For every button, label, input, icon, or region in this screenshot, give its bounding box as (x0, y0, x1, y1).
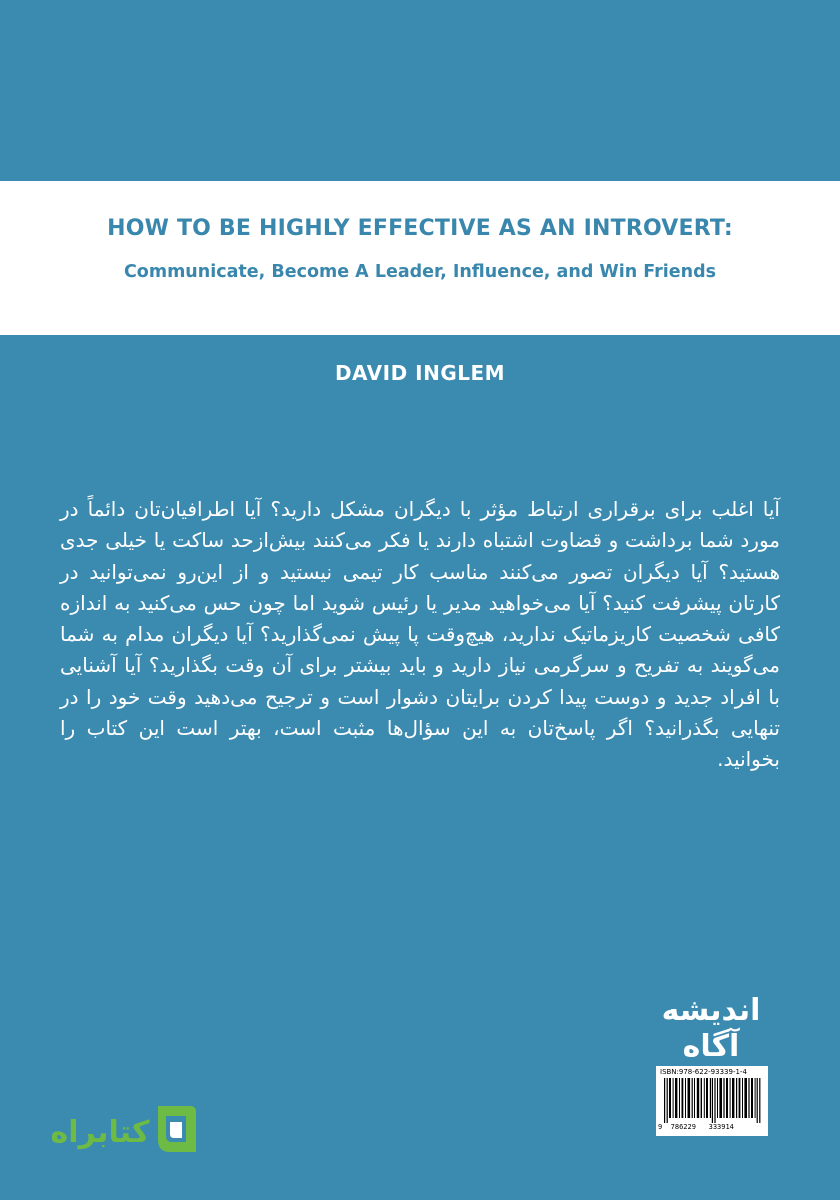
back-cover-blurb: آیا اغلب برای برقراری ارتباط مؤثر با دیگران مشکل دارید؟ آیا اطرافیان‌تان دائماً در مورد شما برداشت و قضاوت اشتباه دارند یا فکر می‌کنند بیش‌ازحد ساکت یا خیلی جدی هستید؟ آیا دیگران تصور می‌کنند مناسب کار تیمی نیستید و از این‌رو نمی‌توانید در کارتان پیشرفت کنید؟ آیا می‌خواهید مدیر یا رئیس شوید اما چون حس می‌کنید به اندازه کافی شخصیت کاریزماتیک ندارید، هیچ‌وقت پا پیش نمی‌گذارید؟ آیا دیگران مدام به شما می‌گویند به تفریح و سرگرمی نیاز دارید و باید بیشتر برای آن وقت بگذارید؟ آیا آشنایی با افراد جدید و دوست پیدا کردن برایتان دشوار است و ترجیح می‌دهید وقت خود را در تنهایی بگذرانید؟ اگر پاسخ‌تان به این سؤال‌ها مثبت است، بهتر است این کتاب را بخوانید. (60, 497, 780, 772)
ketabrah-book-icon (158, 1106, 196, 1152)
barcode-digits-right: 333914 (708, 1123, 734, 1131)
ketabrah-logo-text: کتابراه (50, 1115, 150, 1150)
barcode-digits-mid: 786229 (670, 1123, 696, 1131)
publisher-logo (656, 990, 766, 1062)
isbn-number: ISBN:978-622-93339-1-4 (660, 1068, 747, 1076)
barcode-bars (664, 1078, 762, 1123)
ketabrah-logo (40, 1098, 200, 1160)
publisher-logo-line2: آگاه (682, 1029, 740, 1062)
barcode (656, 1066, 768, 1136)
book-title: HOW TO BE HIGHLY EFFECTIVE AS AN INTROVERT: (107, 216, 733, 241)
barcode-digits (658, 1123, 766, 1131)
title-band (0, 181, 840, 335)
book-subtitle: Communicate, Become A Leader, Influence, and Win Friends (123, 262, 717, 282)
barcode-digits-left: 9 (658, 1123, 663, 1131)
author-name: DAVID INGLEM (334, 361, 506, 385)
publisher-logo-line1: اندیشه (661, 993, 761, 1028)
